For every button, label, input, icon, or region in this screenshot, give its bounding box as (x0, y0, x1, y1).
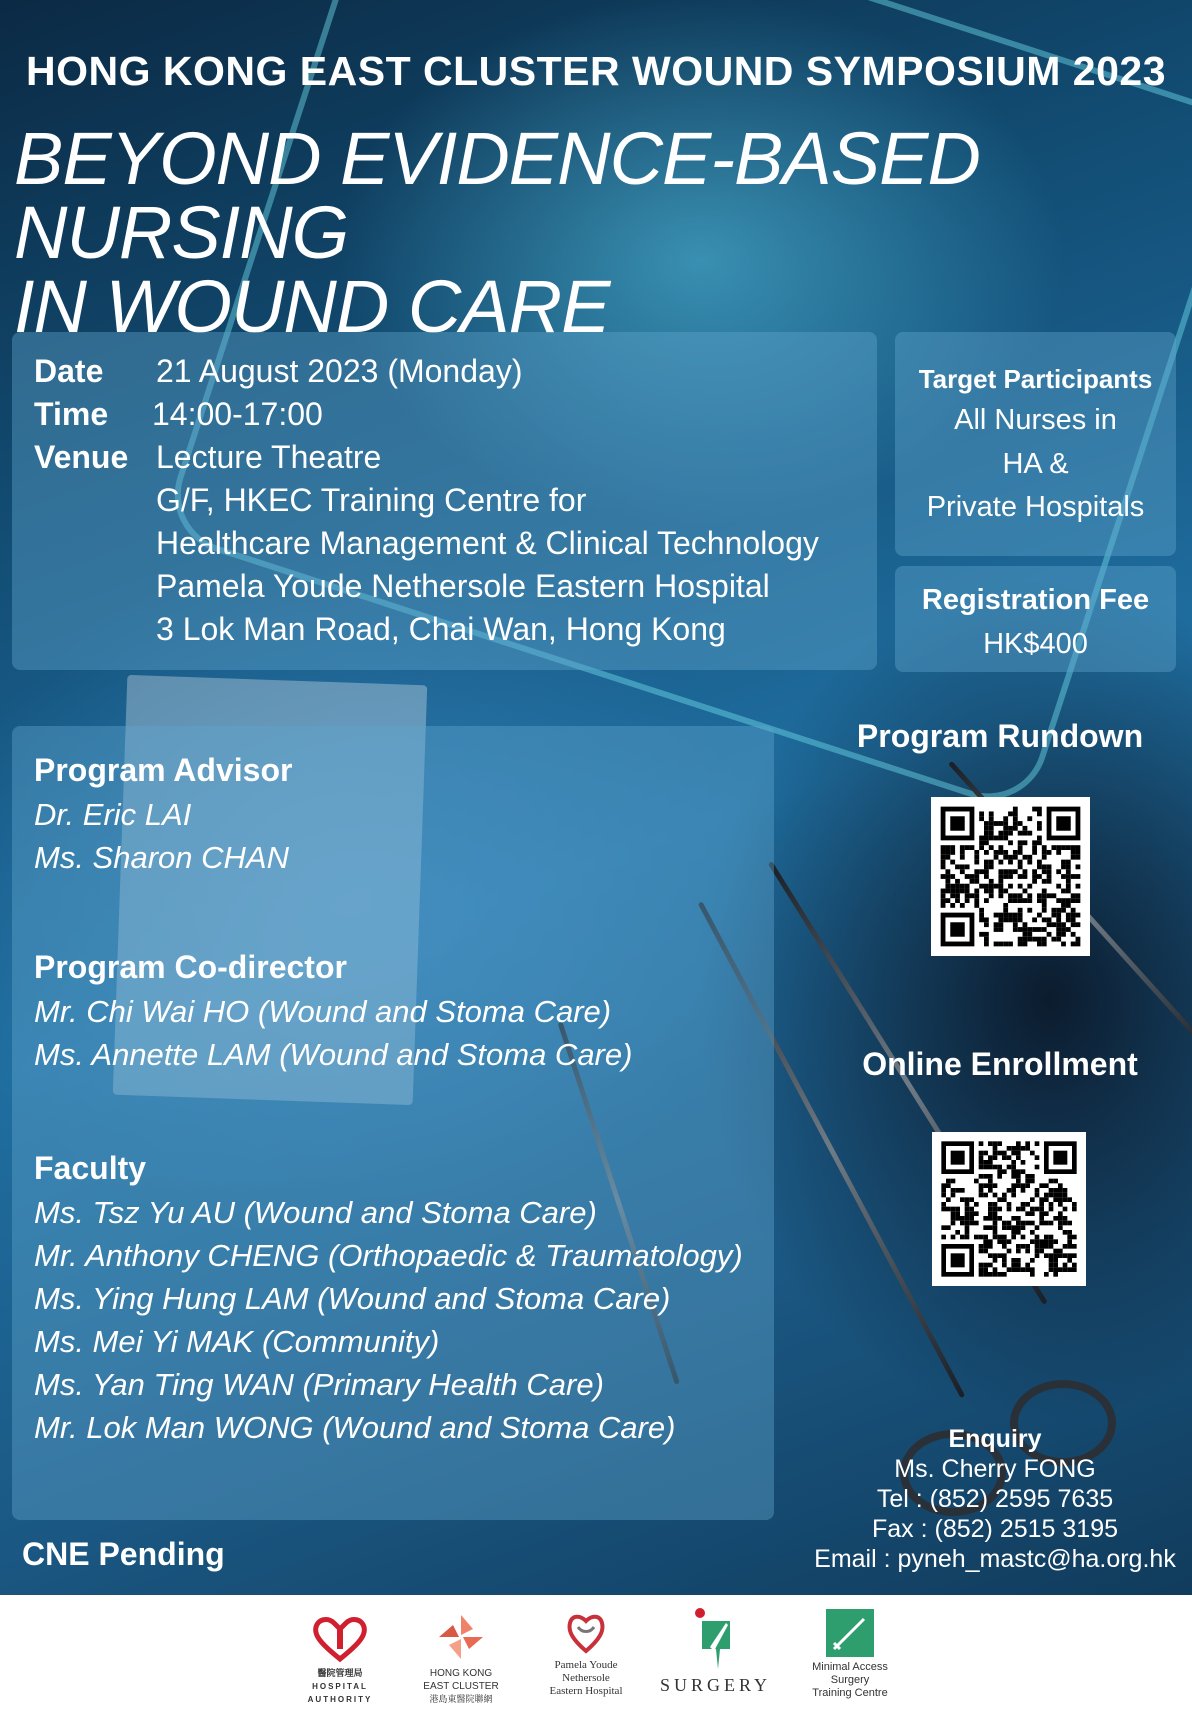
date-row (34, 350, 819, 393)
target-participants-heading: Target Participants (918, 364, 1153, 394)
date-value: 21 August 2023 (Monday) (156, 353, 523, 389)
hkec-logo (416, 1611, 506, 1706)
event-details (34, 350, 819, 651)
venue-label: Venue (34, 439, 129, 475)
faculty-member: Mr. Anthony CHENG (Orthopaedic & Traumatology) (34, 1238, 743, 1273)
target-participants-line: Private Hospitals (926, 491, 1145, 523)
enquiry-fax: Fax : (852) 2515 3195 (872, 1515, 1118, 1543)
pyneh-name-line: Pamela Youde (554, 1659, 618, 1671)
mastc-logo (800, 1609, 900, 1700)
venue-line: 3 Lok Man Road, Chai Wan, Hong Kong (156, 611, 726, 647)
codirector-name: Mr. Chi Wai HO (Wound and Stoma Care) (34, 994, 612, 1029)
pyneh-name-line: Nethersole (562, 1672, 610, 1684)
faculty-member: Ms. Tsz Yu AU (Wound and Stoma Care) (34, 1195, 597, 1230)
pyneh-heart-icon (564, 1609, 608, 1655)
ha-name-line: HOSPITAL (312, 1682, 368, 1691)
time-label: Time (34, 396, 109, 432)
date-label: Date (34, 353, 104, 389)
pyneh-logo (536, 1609, 636, 1698)
venue-line: Pamela Youde Nethersole Eastern Hospital (156, 568, 770, 604)
advisor-name: Dr. Eric LAI (34, 797, 192, 832)
mastc-name-line: Minimal Access (812, 1661, 888, 1673)
enquiry-email[interactable]: Email : pyneh_mastc@ha.org.hk (814, 1545, 1176, 1573)
cne-status: CNE Pending (22, 1536, 225, 1572)
program-codirector-heading: Program Co-director (34, 949, 347, 985)
surgery-logo (660, 1607, 772, 1695)
sponsor-logo-bar (0, 1595, 1192, 1723)
surgery-wordmark: SURGERY (660, 1675, 772, 1695)
faculty-heading: Faculty (34, 1150, 147, 1186)
time-value: 14:00-17:00 (152, 396, 323, 432)
codirector-name: Ms. Annette LAM (Wound and Stoma Care) (34, 1037, 633, 1072)
mastc-name-line: Training Centre (812, 1687, 888, 1699)
venue-row (34, 436, 819, 651)
hkec-name-line: HONG KONG (429, 1668, 493, 1679)
ha-name-line: AUTHORITY (307, 1695, 373, 1704)
faculty-member: Ms. Ying Hung LAM (Wound and Stoma Care) (34, 1281, 671, 1316)
enquiry-heading: Enquiry (948, 1425, 1042, 1453)
venue-line: G/F, HKEC Training Centre for (156, 482, 587, 518)
mastc-instrument-icon (826, 1609, 874, 1657)
subtitle-line: BEYOND EVIDENCE-BASED NURSING (14, 117, 980, 274)
venue-line: Lecture Theatre (156, 439, 382, 475)
mastc-name-line: Surgery (830, 1674, 870, 1686)
online-enrollment-qr-code[interactable] (932, 1132, 1086, 1286)
program-rundown-heading: Program Rundown (856, 718, 1144, 754)
registration-fee-value: HK$400 (983, 628, 1088, 660)
ha-chinese-name: 醫院管理局 (317, 1668, 363, 1678)
pyneh-name-line: Eastern Hospital (549, 1685, 623, 1697)
time-row (34, 393, 819, 436)
faculty-member: Ms. Mei Yi MAK (Community) (34, 1324, 440, 1359)
advisor-name: Ms. Sharon CHAN (34, 840, 289, 875)
ha-heart-icon (310, 1613, 370, 1663)
hkec-name-line: EAST CLUSTER (423, 1681, 499, 1692)
subtitle-line: IN WOUND CARE (14, 265, 610, 348)
surgery-scalpel-icon (690, 1607, 740, 1675)
qr-code-icon (931, 797, 1090, 956)
event-subtitle (14, 117, 1192, 348)
hkec-chinese-name: 港島東醫院聯網 (429, 1694, 493, 1704)
qr-code-icon (932, 1132, 1086, 1286)
enquiry-contact: Ms. Cherry FONG (894, 1455, 1096, 1483)
program-advisor-heading: Program Advisor (34, 752, 293, 788)
event-title: HONG KONG EAST CLUSTER WOUND SYMPOSIUM 2023 (25, 48, 1166, 94)
hkec-pinwheel-icon (433, 1611, 489, 1663)
venue-value (156, 436, 819, 651)
program-rundown-qr-code[interactable] (931, 797, 1090, 956)
online-enrollment-heading: Online Enrollment (862, 1046, 1138, 1082)
target-participants-line: HA & (1002, 448, 1069, 480)
registration-fee-heading: Registration Fee (921, 584, 1150, 616)
faculty-member: Ms. Yan Ting WAN (Primary Health Care) (34, 1367, 604, 1402)
enquiry-tel: Tel : (852) 2595 7635 (876, 1485, 1114, 1513)
hospital-authority-logo (300, 1613, 380, 1706)
target-participants-line: All Nurses in (954, 404, 1117, 436)
venue-line: Healthcare Management & Clinical Technology (156, 525, 819, 561)
faculty-member: Mr. Lok Man WONG (Wound and Stoma Care) (34, 1410, 676, 1445)
